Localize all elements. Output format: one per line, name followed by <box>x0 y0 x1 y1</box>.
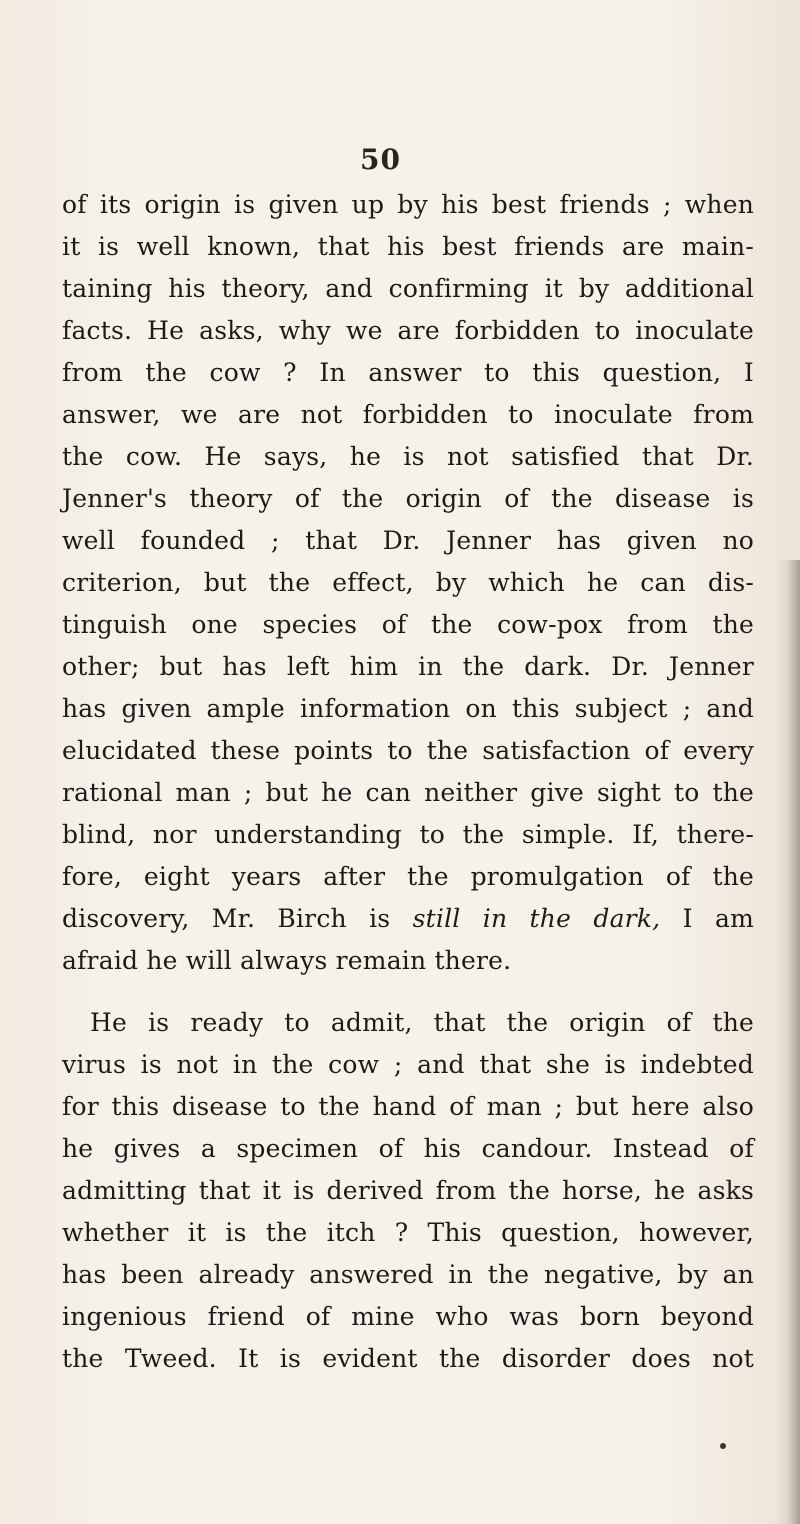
body-text <box>62 184 754 1380</box>
ink-speck <box>720 1443 726 1449</box>
page-edge-shadow <box>774 560 800 1524</box>
text-line: taining his theory, and confirming it by additional <box>62 274 754 303</box>
text-line: virus is not in the cow ; and that she is indebted <box>62 1050 754 1079</box>
text-line: of its origin is given up by his best friends ; when <box>62 190 754 219</box>
text-line: answer, we are not forbidden to inoculate from <box>62 400 754 429</box>
text-line: elucidated these points to the satisfaction of every <box>62 736 754 765</box>
text-line: Jenner's theory of the origin of the disease is <box>62 484 754 513</box>
text-line: ingenious friend of mine who was born beyond <box>62 1302 754 1331</box>
text-line: has given ample information on this subject ; and <box>62 694 754 723</box>
text-line: fore, eight years after the promulgation of the <box>62 862 754 891</box>
text-line: whether it is the itch ? This question, however, <box>62 1218 754 1247</box>
text-line: admitting that it is derived from the horse, he asks <box>62 1176 754 1205</box>
text-line: for this disease to the hand of man ; but here also <box>62 1092 754 1121</box>
text-fragment: I am <box>660 904 754 933</box>
text-line-with-italic <box>62 898 754 940</box>
text-line: rational man ; but he can neither give sight to the <box>62 778 754 807</box>
text-line: tinguish one species of the cow-pox from the <box>62 610 754 639</box>
page-number: 50 <box>360 143 401 176</box>
text-line: blind, nor understanding to the simple. If, there- <box>62 820 754 849</box>
text-line: criterion, but the effect, by which he can dis- <box>62 568 754 597</box>
text-line: from the cow ? In answer to this question, I <box>62 358 754 387</box>
text-line: he gives a specimen of his candour. Instead of <box>62 1134 754 1163</box>
text-line: the cow. He says, he is not satisfied that Dr. <box>62 442 754 471</box>
paragraph-end-line: afraid he will always remain there. <box>62 946 512 975</box>
text-line: has been already answered in the negative, by an <box>62 1260 754 1289</box>
text-line: He is ready to admit, that the origin of the <box>90 1008 754 1037</box>
text-line: it is well known, that his best friends are main- <box>62 232 754 261</box>
text-line: other; but has left him in the dark. Dr. Jenner <box>62 652 754 681</box>
text-line: well founded ; that Dr. Jenner has given no <box>62 526 754 555</box>
text-line: the Tweed. It is evident the disorder does not <box>62 1344 754 1373</box>
text-fragment: discovery, Mr. Birch is <box>62 904 413 933</box>
italic-phrase: still in the dark, <box>412 904 661 933</box>
paragraph-gap <box>62 982 754 1002</box>
text-line: facts. He asks, why we are forbidden to inoculate <box>62 316 754 345</box>
